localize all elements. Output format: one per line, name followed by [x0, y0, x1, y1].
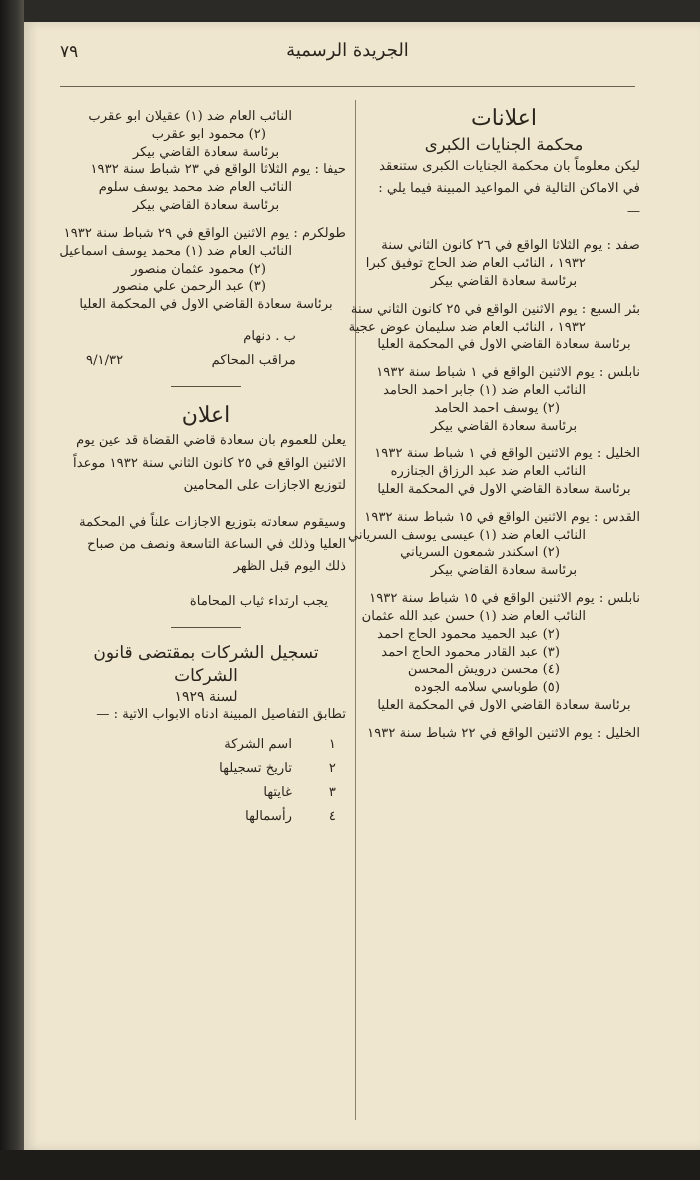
session-line: ١٩٣٢ ، النائب العام ضد الحاج توفيق كبرا — [365, 256, 586, 272]
announcement-paragraph: يعلن للعموم بان سعادة قاضي القضاة قد عين يوم الاثنين الواقع في ٢٥ كانون الثاني سنة ١٩٣٢ موعداً لتوزيع الاجازات على المحامين — [73, 433, 346, 494]
section-title: اعلانات — [471, 106, 537, 131]
session-entry — [368, 364, 640, 435]
session-place: صفد : — [606, 238, 640, 254]
session-entry — [59, 225, 346, 314]
session-date: يوم الثلاثا الواقع في ٢٦ كانون الثاني سنة — [381, 238, 603, 254]
session-presidency: برئاسة سعادة القاضي بيكر — [430, 563, 578, 579]
registration-title: تسجيل الشركات بمقتضى قانون الشركات — [93, 642, 319, 686]
session-line: (٥) طوباسي سلامه الجوده — [414, 680, 560, 696]
session-entry — [348, 301, 640, 354]
session-line: (٤) محسن درويش المحسن — [407, 662, 560, 678]
announcement-paragraph: وسيقوم سعادته بتوزيع الاجازات علناً في المحكمة العليا وذلك في الساعة التاسعة ونصف من صباح ذلك اليوم قبل الظهر — [79, 514, 346, 575]
scan-bottom-edge — [0, 1150, 700, 1180]
court-name: محكمة الجنايات الكبرى — [424, 134, 584, 154]
session-place: بئر السبع : — [581, 301, 640, 317]
announcement-title: اعلان — [181, 402, 231, 428]
session-presidency: برئاسة سعادة القاضي الاول في المحكمة العليا — [377, 697, 631, 713]
gazette-name: الجريدة الرسمية — [286, 40, 409, 61]
signature-name: ب . دنهام — [243, 328, 296, 344]
session-presidency: برئاسة سعادة القاضي الاول في المحكمة العليا — [377, 482, 631, 498]
item-number: ٤ — [328, 808, 336, 824]
session-line: (٣) عبد الرحمن علي منصور — [113, 279, 266, 295]
session-entry — [365, 237, 640, 290]
session-date: يوم الاثنين الواقع في ١ شباط سنة ١٩٣٢ — [374, 446, 593, 462]
section-separator — [171, 627, 241, 628]
session-entry — [347, 509, 640, 580]
session-place: حيفا : — [314, 162, 346, 178]
continuation-line: (٢) محمود ابو عقرب — [151, 126, 266, 142]
session-place: نابلس : — [598, 591, 640, 607]
session-line: النائب العام ضد عبد الرزاق الجنازره — [390, 464, 586, 480]
page-number: ٧٩ — [60, 42, 79, 62]
session-line: النائب العام ضد (١) حسن عبد الله عثمان — [361, 608, 586, 624]
session-presidency: برئاسة سعادة القاضي الاول في المحكمة العليا — [79, 297, 333, 313]
book-binding — [0, 0, 24, 1180]
session-date: يوم الاثنين الواقع في ٢٢ شباط سنة ١٩٣٢ — [367, 725, 593, 741]
signature-row — [66, 352, 346, 370]
intro-paragraph: ليكن معلوماً بان محكمة الجنايات الكبرى ستنعقد في الاماكن التالية في المواعيد المبينة فيما يلي : — — [378, 158, 640, 219]
list-item — [66, 784, 346, 802]
continuation-presidency: برئاسة سعادة القاضي بيكر — [132, 144, 280, 160]
session-line: (٢) يوسف احمد الحامد — [434, 400, 560, 416]
session-presidency: برئاسة سعادة القاضي الاول في المحكمة العليا — [377, 337, 631, 353]
session-date: يوم الاثنين الواقع في ١٥ شباط سنة ١٩٣٢ — [364, 509, 590, 525]
item-number: ١ — [328, 737, 336, 753]
session-date: يوم الثلاثا الواقع في ٢٣ شباط سنة ١٩٣٢ — [90, 162, 311, 178]
page-header — [60, 40, 635, 87]
item-label: رأسمالها — [245, 808, 292, 824]
registration-intro: تطابق التفاصيل المبينة ادناه الابواب الاتية : — — [96, 707, 346, 723]
session-entry — [66, 161, 346, 214]
session-line: (٢) اسكندر شمعون السرياني — [400, 545, 560, 561]
signature-date: ٩/١/٣٢ — [86, 352, 124, 368]
item-label: اسم الشركة — [224, 737, 292, 753]
session-entry — [368, 445, 640, 498]
session-line: (٣) عبد القادر محمود الحاج احمد — [381, 644, 560, 660]
item-number: ٢ — [328, 761, 336, 777]
session-date: يوم الاثنين الواقع في ١ شباط سنة ١٩٣٢ — [376, 365, 595, 381]
session-presidency: برئاسة سعادة القاضي بيكر — [132, 198, 280, 214]
session-presidency: برئاسة سعادة القاضي بيكر — [430, 273, 578, 289]
registration-year: لسنة ١٩٢٩ — [174, 688, 238, 705]
session-line: (٢) عبد الحميد محمود الحاج احمد — [377, 626, 560, 642]
signature-title: مراقب المحاكم — [211, 352, 296, 368]
session-line: النائب العام ضد (١) عيسى يوسف السرياني — [347, 527, 586, 543]
session-presidency: برئاسة سعادة القاضي بيكر — [430, 418, 578, 434]
session-date: يوم الاثنين الواقع في ٢٥ كانون الثاني سنة — [350, 301, 578, 317]
signature-row — [66, 328, 346, 346]
announcement-note: يجب ارتداء ثياب المحاماة — [189, 593, 328, 609]
session-place: الخليل : — [596, 725, 640, 741]
session-date: يوم الاثنين الواقع في ٢٩ شباط سنة ١٩٣٢ — [63, 225, 290, 241]
continuation-line: النائب العام ضد (١) عقيلان ابو عقرب — [88, 109, 292, 124]
session-place: نابلس : — [598, 365, 640, 381]
right-column — [347, 104, 640, 753]
list-item — [66, 760, 346, 778]
session-line: النائب العام ضد (١) محمد يوسف اسماعيل — [59, 243, 292, 259]
item-number: ٣ — [328, 784, 336, 800]
list-item — [66, 808, 346, 826]
section-separator — [171, 386, 241, 387]
session-place: القدس : — [593, 509, 640, 525]
session-line: ١٩٣٢ ، النائب العام ضد سليمان عوض عجية — [348, 319, 586, 335]
left-column — [59, 104, 346, 832]
session-date: يوم الاثنين الواقع في ١٥ شباط سنة ١٩٣٢ — [369, 591, 595, 607]
session-line: (٢) محمود عثمان منصور — [131, 261, 266, 277]
session-line: النائب العام ضد (١) جابر احمد الحامد — [383, 382, 586, 398]
list-item — [66, 736, 346, 754]
item-label: تاريخ تسجيلها — [219, 761, 292, 777]
column-divider — [355, 100, 356, 1120]
session-place: الخليل : — [596, 446, 640, 462]
session-line: النائب العام ضد محمد يوسف سلوم — [98, 180, 292, 196]
item-label: غايتها — [263, 784, 292, 800]
session-entry — [361, 590, 640, 715]
session-place: طولكرم : — [293, 225, 346, 241]
session-entry — [368, 725, 640, 743]
